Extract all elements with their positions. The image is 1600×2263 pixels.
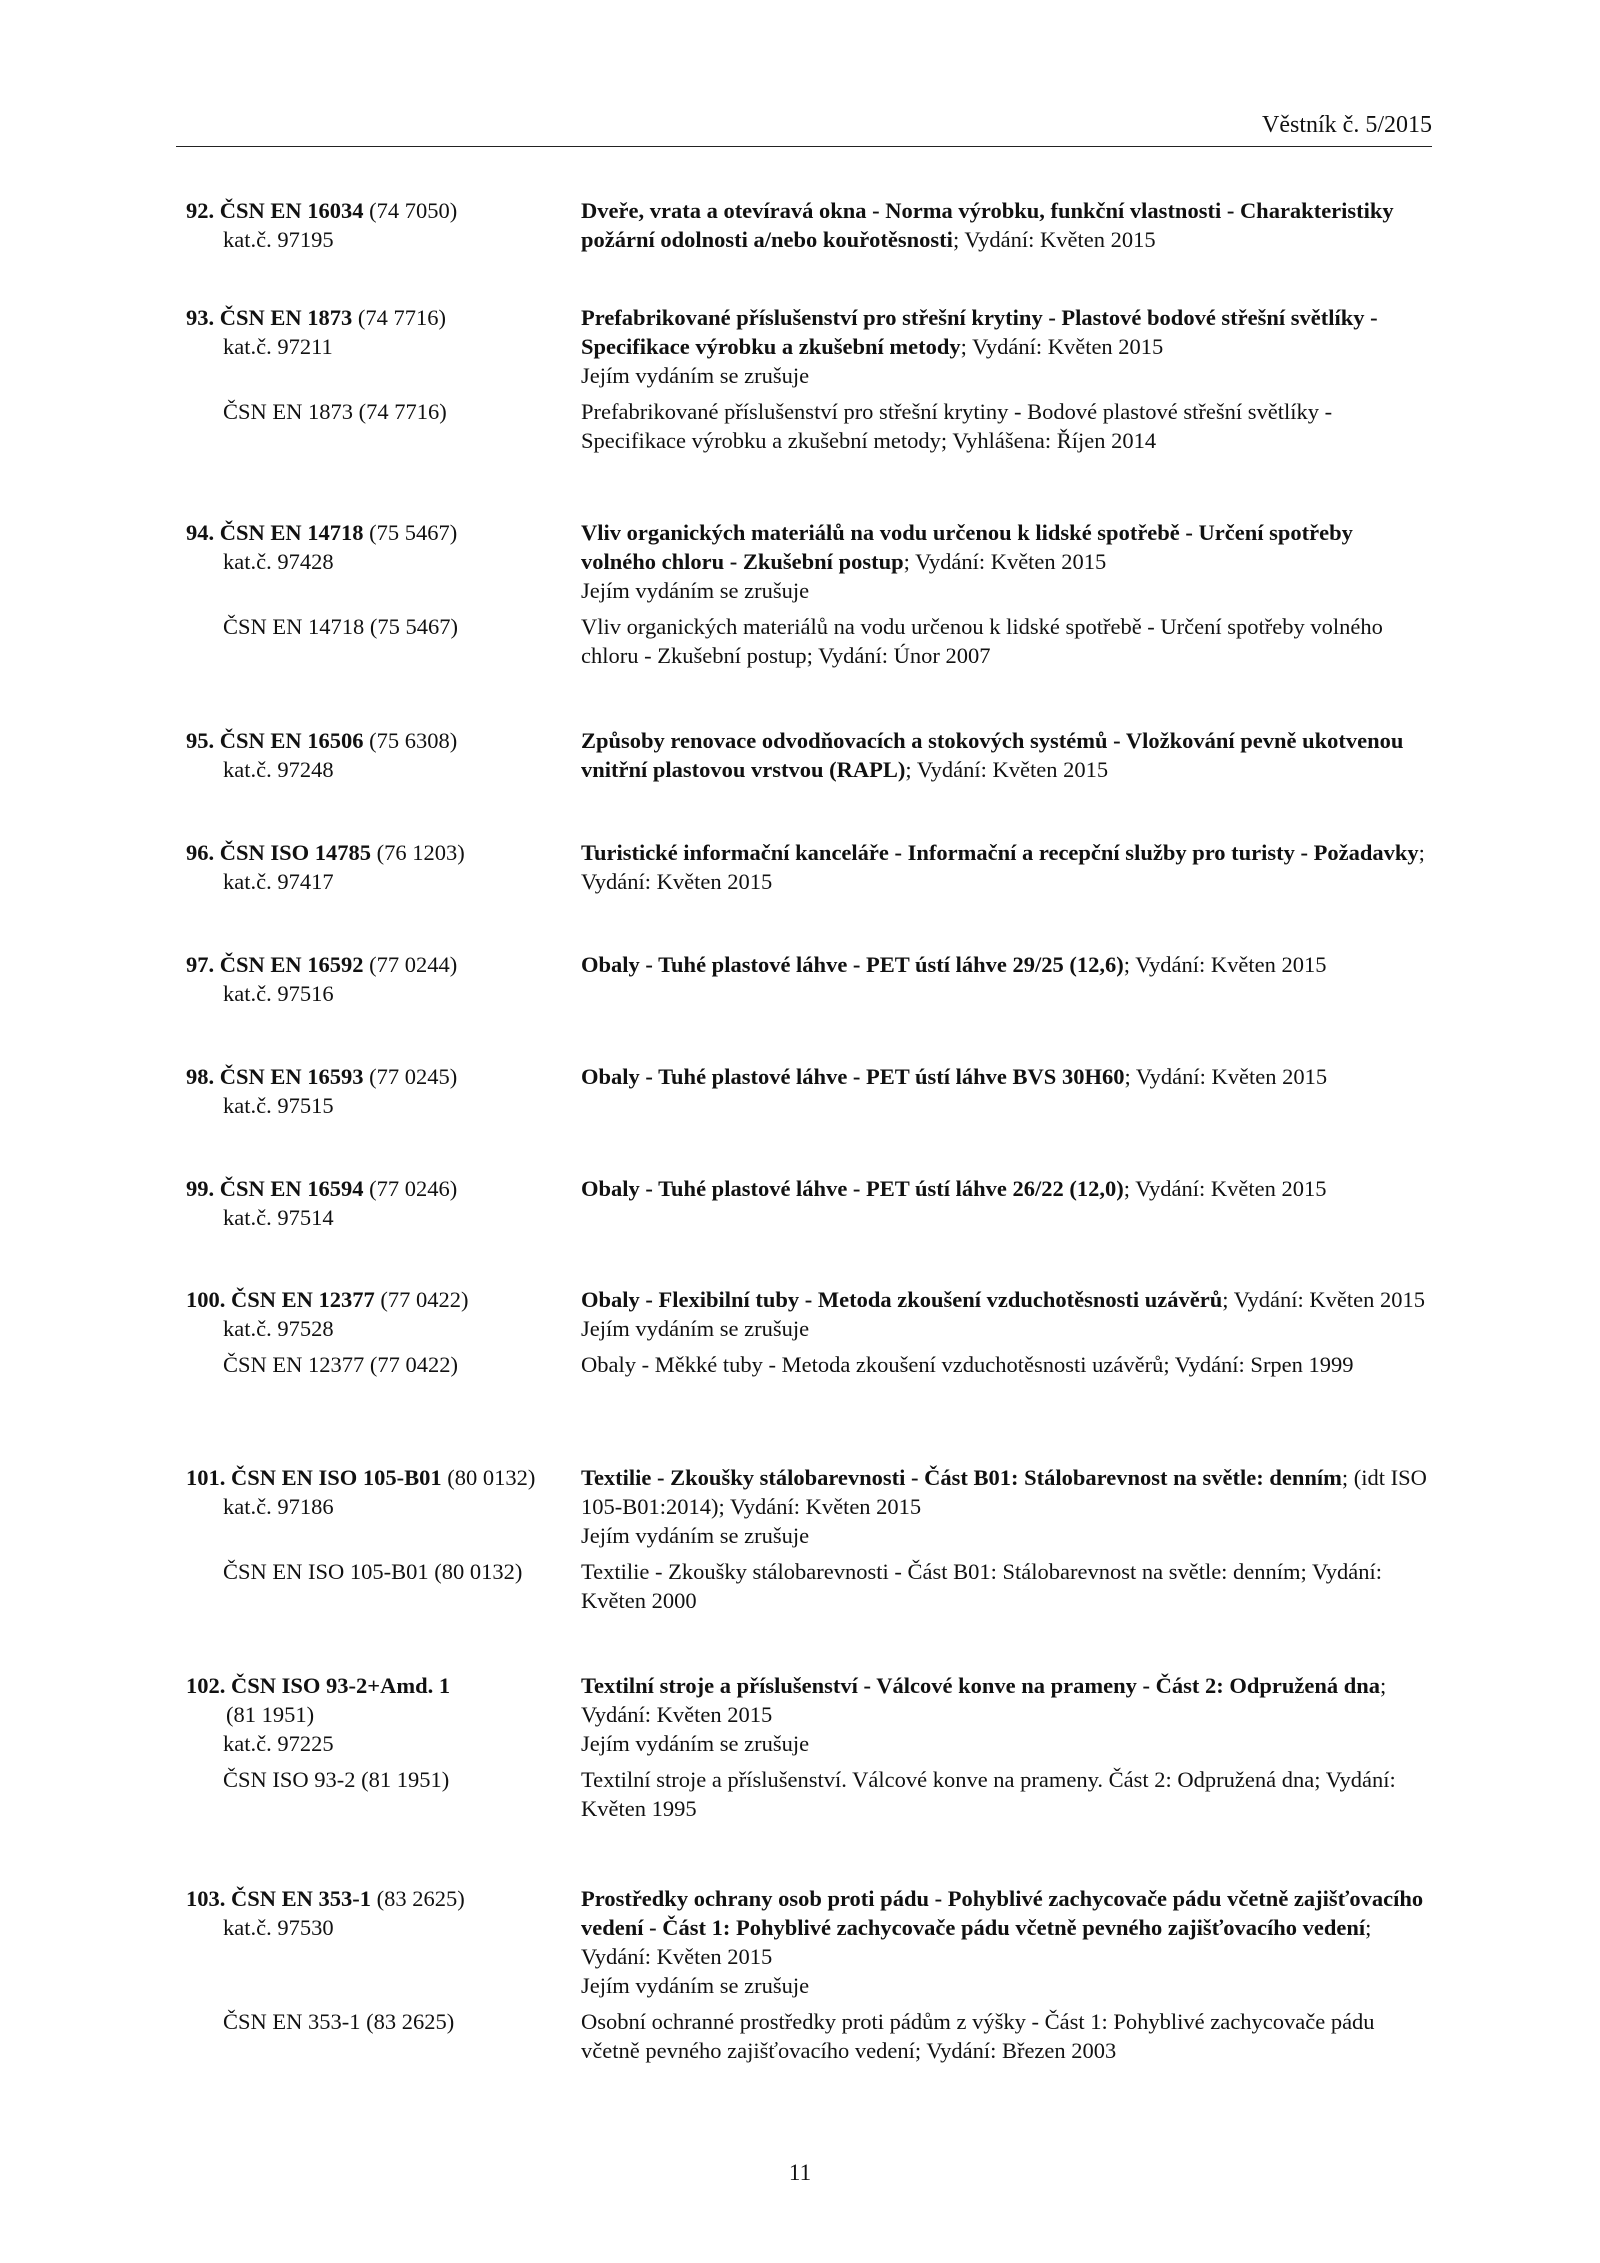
replaced-standard-code: ČSN EN 353-1 (83 2625)	[223, 2009, 455, 2034]
issue-info: ; Vydání: Květen 2015	[581, 1915, 1372, 1969]
standard-code: ČSN EN 16594	[219, 1176, 364, 1201]
cancels-note: Jejím vydáním se zrušuje	[581, 363, 810, 388]
replaced-standard-text: Textilie - Zkoušky stálobarevnosti - Část B01: Stálobarevnost na světle: denním; Vydání: Květen 2000	[581, 1559, 1383, 1613]
entry-98	[0, 1062, 1600, 1120]
standard-code: ČSN EN 16034	[219, 198, 364, 223]
standard-title: Obaly - Tuhé plastové láhve - PET ústí láhve 29/25 (12,6)	[581, 952, 1124, 977]
cancels-note: Jejím vydáním se zrušuje	[581, 1523, 810, 1548]
entry-number: 97.	[186, 952, 215, 977]
standard-code: ČSN EN ISO 105-B01	[231, 1465, 442, 1490]
entry-100	[0, 1285, 1600, 1379]
entry-number: 95.	[186, 728, 215, 753]
classification: (76 1203)	[376, 840, 465, 865]
catalog-number: kat.č. 97514	[223, 1205, 334, 1230]
classification: (83 2625)	[376, 1886, 465, 1911]
classification: (74 7050)	[369, 198, 458, 223]
standard-title: Textilní stroje a příslušenství - Válcové konve na prameny - Část 2: Odpružená dna	[581, 1673, 1381, 1698]
replaced-standard-text: Osobní ochranné prostředky proti pádům z výšky - Část 1: Pohyblivé zachycovače pádu včetně pevného zajišťovacího vedení; Vydání: Březen 2003	[581, 2009, 1375, 2063]
replaced-standard-code: ČSN EN 12377 (77 0422)	[223, 1352, 458, 1377]
classification: (77 0244)	[369, 952, 458, 977]
classification: (74 7716)	[357, 305, 447, 330]
issue-info: ; Vydání: Květen 2015	[1123, 1176, 1327, 1201]
entry-99	[0, 1174, 1600, 1232]
issue-info: ; Vydání: Květen 2015	[581, 1673, 1387, 1727]
catalog-number: kat.č. 97195	[223, 227, 334, 252]
standard-title: Turistické informační kanceláře - Informační a recepční služby pro turisty - Požadavky	[581, 840, 1419, 865]
entry-95	[0, 726, 1600, 784]
catalog-number: kat.č. 97428	[223, 549, 334, 574]
replaced-standard-text: Textilní stroje a příslušenství. Válcové konve na prameny. Část 2: Odpružená dna; Vydání: Květen 1995	[581, 1767, 1396, 1821]
cancels-note: Jejím vydáním se zrušuje	[581, 1731, 810, 1756]
entry-96	[0, 838, 1600, 896]
standard-title: Obaly - Tuhé plastové láhve - PET ústí láhve BVS 30H60	[581, 1064, 1125, 1089]
issue-info: ; Vydání: Květen 2015	[960, 334, 1164, 359]
standard-code: ČSN EN 14718	[219, 520, 364, 545]
classification: (75 5467)	[369, 520, 458, 545]
cancels-note: Jejím vydáním se zrušuje	[581, 1316, 810, 1341]
replaced-standard-code: ČSN EN 14718 (75 5467)	[223, 614, 458, 639]
catalog-number: kat.č. 97211	[223, 334, 333, 359]
issue-info: ; Vydání: Květen 2015	[905, 757, 1109, 782]
replaced-standard-text: Vliv organických materiálů na vodu určenou k lidské spotřebě - Určení spotřeby volného chloru - Zkušební postup; Vydání: Únor 2007	[581, 614, 1383, 668]
entry-number: 103.	[186, 1886, 226, 1911]
standard-title: Dveře, vrata a otevíravá okna - Norma výrobku, funkční vlastnosti - Charakteristiky požární odolnosti a/nebo kouřotěsnosti	[581, 198, 1394, 252]
issue-info: ; Vydání: Květen 2015	[1124, 1064, 1328, 1089]
entry-101	[0, 1463, 1600, 1615]
replaced-standard-code: ČSN EN 1873 (74 7716)	[223, 399, 447, 424]
standard-code: ČSN EN 16592	[219, 952, 364, 977]
catalog-number: kat.č. 97248	[223, 757, 334, 782]
entry-number: 96.	[186, 840, 215, 865]
replaced-standard-text: Prefabrikované příslušenství pro střešní krytiny - Bodové plastové střešní světlíky - Specifikace výrobku a zkušební metody; Vyhlášena: Říjen 2014	[581, 399, 1333, 453]
standard-code: ČSN ISO 14785	[219, 840, 372, 865]
classification: (81 1951)	[226, 1702, 315, 1727]
classification: (75 6308)	[369, 728, 458, 753]
classification: (80 0132)	[447, 1465, 536, 1490]
standard-code: ČSN ISO 93-2+Amd. 1	[231, 1673, 451, 1698]
issue-info: ; Vydání: Květen 2015	[581, 840, 1425, 894]
entry-number: 102.	[186, 1673, 226, 1698]
entry-94	[0, 518, 1600, 670]
catalog-number: kat.č. 97528	[223, 1316, 334, 1341]
header-title: Věstník č. 5/2015	[1262, 112, 1432, 138]
classification: (77 0246)	[369, 1176, 458, 1201]
standard-title: Prostředky ochrany osob proti pádu - Pohyblivé zachycovače pádu včetně zajišťovacího vedení - Část 1: Pohyblivé zachycovače pádu včetně pevného zajišťovacího vedení	[581, 1886, 1424, 1940]
catalog-number: kat.č. 97186	[223, 1494, 334, 1519]
classification: (77 0422)	[380, 1287, 469, 1312]
entry-92	[0, 196, 1600, 254]
entry-number: 94.	[186, 520, 215, 545]
standard-title: Prefabrikované příslušenství pro střešní krytiny - Plastové bodové střešní světlíky - Specifikace výrobku a zkušební metody	[581, 305, 1378, 359]
standard-title: Obaly - Tuhé plastové láhve - PET ústí láhve 26/22 (12,0)	[581, 1176, 1124, 1201]
standard-code: ČSN EN 353-1	[231, 1886, 372, 1911]
issue-info: ; Vydání: Květen 2015	[1123, 952, 1327, 977]
catalog-number: kat.č. 97515	[223, 1093, 334, 1118]
standard-title: Obaly - Flexibilní tuby - Metoda zkoušení vzduchotěsnosti uzávěrů	[581, 1287, 1223, 1312]
entry-number: 101.	[186, 1465, 226, 1490]
entry-93	[0, 303, 1600, 455]
replaced-standard-text: Obaly - Měkké tuby - Metoda zkoušení vzduchotěsnosti uzávěrů; Vydání: Srpen 1999	[581, 1352, 1354, 1377]
classification: (77 0245)	[369, 1064, 458, 1089]
entry-number: 99.	[186, 1176, 215, 1201]
entry-97	[0, 950, 1600, 1008]
catalog-number: kat.č. 97225	[223, 1731, 334, 1756]
cancels-note: Jejím vydáním se zrušuje	[581, 578, 810, 603]
standard-title: Textilie - Zkoušky stálobarevnosti - Část B01: Stálobarevnost na světle: denním	[581, 1465, 1342, 1490]
standard-code: ČSN EN 1873	[219, 305, 353, 330]
standard-title: Vliv organických materiálů na vodu určenou k lidské spotřebě - Určení spotřeby volného chloru - Zkušební postup	[581, 520, 1353, 574]
entry-102	[0, 1671, 1600, 1823]
issue-info: ; Vydání: Květen 2015	[903, 549, 1107, 574]
entry-number: 98.	[186, 1064, 215, 1089]
standard-code: ČSN EN 12377	[231, 1287, 375, 1312]
catalog-number: kat.č. 97516	[223, 981, 334, 1006]
entry-number: 93.	[186, 305, 215, 330]
standard-code: ČSN EN 16593	[219, 1064, 364, 1089]
issue-info: ; (idt ISO 105-B01:2014); Vydání: Květen 2015	[581, 1465, 1427, 1519]
standard-title: Způsoby renovace odvodňovacích a stokových systémů - Vložkování pevně ukotvenou vnitřní plastovou vrstvou (RAPL)	[581, 728, 1404, 782]
issue-info: ; Vydání: Květen 2015	[1222, 1287, 1425, 1312]
entry-103	[0, 1884, 1600, 2065]
cancels-note: Jejím vydáním se zrušuje	[581, 1973, 810, 1998]
entry-number: 100.	[186, 1287, 226, 1312]
issue-info: ; Vydání: Květen 2015	[952, 227, 1156, 252]
page-number: 11	[788, 2160, 812, 2185]
catalog-number: kat.č. 97417	[223, 869, 334, 894]
entry-number: 92.	[186, 198, 215, 223]
standard-code: ČSN EN 16506	[219, 728, 364, 753]
replaced-standard-code: ČSN EN ISO 105-B01 (80 0132)	[223, 1559, 523, 1584]
catalog-number: kat.č. 97530	[223, 1915, 334, 1940]
replaced-standard-code: ČSN ISO 93-2 (81 1951)	[223, 1767, 450, 1792]
